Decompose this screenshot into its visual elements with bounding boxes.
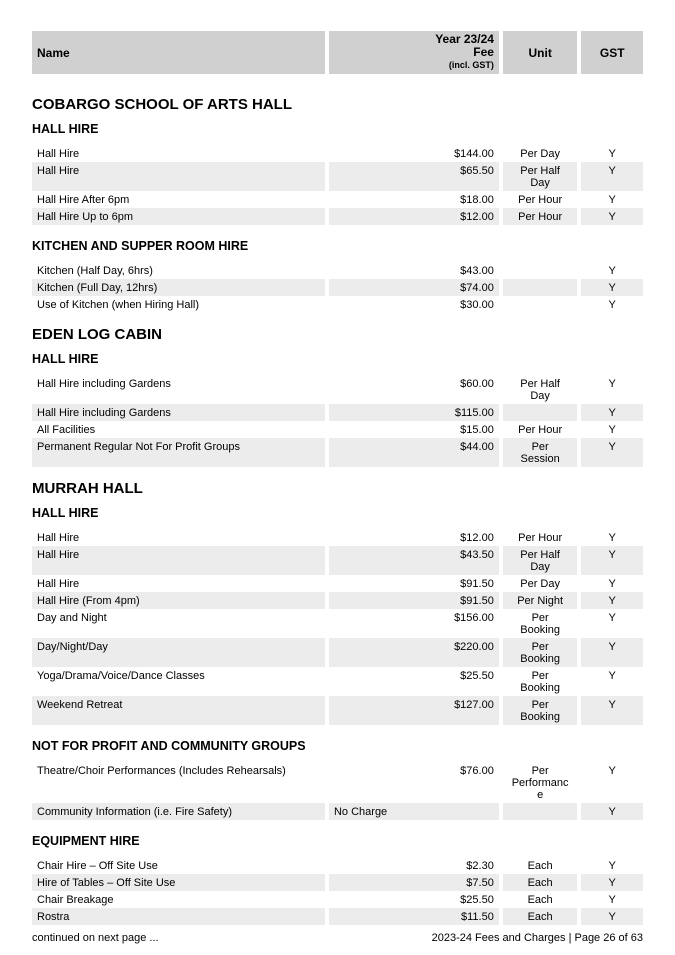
group-title: NOT FOR PROFIT AND COMMUNITY GROUPS (32, 739, 306, 753)
fee-unit: Per Hour (518, 532, 563, 544)
section-title: EDEN LOG CABIN (32, 326, 163, 343)
fee-gst: Y (581, 638, 643, 667)
fee-row (32, 891, 643, 908)
fee-note (329, 424, 334, 436)
fee-note (329, 860, 334, 872)
fee-amount-cell (329, 529, 499, 546)
fee-name: Hall Hire including Gardens (37, 378, 171, 390)
fee-note (329, 595, 334, 607)
fee-row (32, 404, 643, 421)
fee-gst: Y (581, 592, 643, 609)
fee-note (329, 265, 334, 277)
fee-unit (503, 262, 578, 279)
header-fee (329, 31, 499, 74)
fee-unit: Per Night (503, 592, 578, 609)
fee-amount: $115.00 (454, 407, 494, 419)
fee-note (329, 165, 334, 189)
fee-row (32, 529, 643, 546)
fee-row (32, 609, 643, 638)
fee-gst: Y (581, 404, 643, 421)
fee-amount-cell (329, 191, 499, 208)
fee-name: Day and Night (37, 612, 107, 624)
fee-gst: Y (608, 578, 616, 590)
fee-row (32, 546, 643, 575)
header-fee-line2: Fee (473, 45, 494, 59)
fee-name: Hall Hire including Gardens (32, 404, 325, 421)
fee-name: Chair Hire – Off Site Use (37, 860, 158, 872)
fee-amount-cell (329, 575, 499, 592)
fee-amount-cell (329, 857, 499, 874)
fee-name: Hall Hire (37, 532, 80, 544)
fee-note (329, 441, 334, 465)
header-gst: GST (581, 31, 643, 74)
fee-name: Community Information (i.e. Fire Safety) (32, 803, 325, 820)
fee-row (32, 803, 643, 820)
fee-name: Theatre/Choir Performances (Includes Rehearsals) (37, 765, 286, 777)
fee-note: No Charge (333, 806, 388, 818)
fee-amount: $76.00 (460, 765, 494, 777)
fee-amount-cell (329, 874, 499, 891)
fee-amount-cell (329, 438, 499, 467)
fee-amount-cell (329, 638, 499, 667)
fee-name: Weekend Retreat (32, 696, 325, 725)
fee-name: Use of Kitchen (when Hiring Hall) (37, 299, 200, 311)
fee-gst: Y (581, 546, 643, 575)
fee-name: Kitchen (Half Day, 6hrs) (37, 265, 153, 277)
fee-note (329, 670, 334, 694)
fee-unit: Each (527, 894, 553, 906)
fee-amount: $18.00 (460, 194, 494, 206)
fee-gst: Y (608, 378, 616, 390)
fee-amount-cell (329, 262, 499, 279)
fee-gst: Y (581, 208, 643, 225)
fee-name: Kitchen (Full Day, 12hrs) (32, 279, 325, 296)
header-name: Name (32, 31, 325, 74)
fee-unit: Per Booking (503, 638, 578, 667)
fee-unit: Each (503, 874, 578, 891)
fee-gst: Y (608, 894, 616, 906)
fee-amount: $25.50 (460, 894, 494, 906)
fee-note (329, 699, 334, 723)
fee-row (32, 592, 643, 609)
fee-amount-cell (329, 592, 499, 609)
fee-unit: Per Day (520, 148, 560, 160)
fee-name: Rostra (32, 908, 325, 925)
fee-unit (503, 296, 578, 313)
table-header (32, 31, 643, 74)
fee-amount-cell (329, 162, 499, 191)
fee-amount: $91.50 (460, 578, 494, 590)
fee-unit: Per Session (503, 438, 578, 467)
fee-amount: $12.00 (460, 532, 494, 544)
fee-note (329, 378, 334, 402)
fee-gst: Y (581, 803, 643, 820)
fee-note (329, 765, 334, 801)
fee-unit: Per Booking (520, 612, 560, 636)
page-footer (32, 932, 643, 944)
fee-amount: $43.50 (460, 549, 494, 561)
fee-row (32, 696, 643, 725)
fee-gst: Y (581, 438, 643, 467)
fee-unit: Per Half Day (503, 546, 578, 575)
fee-unit: Per Half Day (503, 162, 578, 191)
fee-unit (503, 803, 578, 820)
group-title: KITCHEN AND SUPPER ROOM HIRE (32, 239, 249, 253)
header-fee-line1: Year 23/24 (435, 32, 494, 46)
fee-amount-cell (329, 696, 499, 725)
fee-amount-cell (329, 404, 499, 421)
fee-note (329, 532, 334, 544)
fee-amount-cell (329, 762, 499, 803)
fee-note (329, 148, 334, 160)
fee-gst: Y (581, 279, 643, 296)
fee-gst: Y (608, 265, 616, 277)
fee-gst: Y (581, 696, 643, 725)
fee-row (32, 279, 643, 296)
fee-gst: Y (581, 162, 643, 191)
fee-amount: $25.50 (460, 670, 494, 682)
fee-amount-cell (329, 421, 499, 438)
fee-row (32, 874, 643, 891)
group-title: EQUIPMENT HIRE (32, 834, 140, 848)
fee-unit: Per Booking (503, 696, 578, 725)
header-fee-line3: (incl. GST) (448, 60, 494, 70)
fee-amount-cell (329, 891, 499, 908)
fee-amount-cell (329, 908, 499, 925)
fee-row (32, 438, 643, 467)
fee-name: Hall Hire Up to 6pm (32, 208, 325, 225)
fee-row (32, 145, 643, 162)
fee-amount: $44.00 (460, 441, 494, 453)
fee-name: Yoga/Drama/Voice/Dance Classes (37, 670, 205, 682)
fee-amount-cell (329, 803, 499, 820)
fee-amount-cell (329, 546, 499, 575)
fee-row (32, 638, 643, 667)
fee-gst: Y (608, 424, 616, 436)
fee-amount: $7.50 (466, 877, 494, 889)
fee-unit: Per Hour (503, 208, 578, 225)
section-title: MURRAH HALL (32, 480, 143, 497)
fee-row (32, 208, 643, 225)
fee-amount: $65.50 (460, 165, 494, 177)
fee-note (329, 877, 334, 889)
fee-row (32, 262, 643, 279)
fee-gst: Y (608, 532, 616, 544)
group-title: HALL HIRE (32, 122, 99, 136)
fee-row (32, 296, 643, 313)
fee-gst: Y (608, 148, 616, 160)
fee-unit: Per Hour (518, 424, 563, 436)
fee-note (329, 549, 334, 573)
fee-gst: Y (581, 874, 643, 891)
fee-amount: $156.00 (454, 612, 494, 624)
fee-amount: $15.00 (460, 424, 494, 436)
fee-name: Chair Breakage (37, 894, 114, 906)
fee-name: Hall Hire (32, 546, 325, 575)
fee-amount: $144.00 (454, 148, 494, 160)
fee-amount: $11.50 (461, 911, 494, 923)
fee-row (32, 191, 643, 208)
fee-amount-cell (329, 609, 499, 638)
fee-unit: Per Booking (520, 670, 560, 694)
fee-amount: $60.00 (460, 378, 494, 390)
fee-note (329, 194, 334, 206)
fee-note (329, 299, 334, 311)
fee-note (329, 612, 334, 636)
fee-amount: $220.00 (454, 641, 494, 653)
fees-content (32, 96, 643, 925)
fee-row (32, 375, 643, 404)
section-title: COBARGO SCHOOL OF ARTS HALL (32, 96, 292, 113)
fee-note (329, 211, 334, 223)
fee-amount: $74.00 (460, 282, 494, 294)
fee-unit: Each (527, 860, 553, 872)
fee-unit (503, 404, 578, 421)
fee-unit: Per Performanc e (511, 765, 569, 801)
fee-amount: $2.30 (466, 860, 494, 872)
group-title: HALL HIRE (32, 352, 99, 366)
fee-name: Permanent Regular Not For Profit Groups (32, 438, 325, 467)
fee-row (32, 421, 643, 438)
fees-page (32, 31, 643, 925)
fee-gst: Y (608, 860, 616, 872)
fee-amount-cell (329, 208, 499, 225)
fee-note (329, 407, 334, 419)
fee-amount: $127.00 (454, 699, 494, 711)
fee-row (32, 908, 643, 925)
fee-gst: Y (608, 612, 616, 624)
fee-amount-cell (329, 296, 499, 313)
fee-name: Hire of Tables – Off Site Use (32, 874, 325, 891)
fee-name: Day/Night/Day (32, 638, 325, 667)
fee-amount: $91.50 (460, 595, 494, 607)
fee-gst: Y (608, 194, 616, 206)
fee-note (329, 578, 334, 590)
fee-name: Hall Hire (32, 162, 325, 191)
fee-unit: Per Half Day (520, 378, 560, 402)
fee-note (329, 282, 334, 294)
fee-amount-cell (329, 667, 499, 696)
fee-unit: Each (503, 908, 578, 925)
fee-amount-cell (329, 279, 499, 296)
fee-unit: Per Hour (518, 194, 563, 206)
fee-gst: Y (581, 908, 643, 925)
fee-row (32, 857, 643, 874)
fee-gst: Y (608, 299, 616, 311)
fee-amount: $43.00 (460, 265, 494, 277)
header-unit: Unit (503, 31, 578, 74)
fee-row (32, 575, 643, 592)
fee-unit: Per Day (520, 578, 560, 590)
fee-note (329, 911, 334, 923)
group-title: HALL HIRE (32, 506, 99, 520)
fee-row (32, 667, 643, 696)
fee-amount: $30.00 (460, 299, 494, 311)
fee-note (329, 894, 334, 906)
footer-continued: continued on next page ... (32, 932, 159, 944)
fee-row (32, 762, 643, 803)
fee-row (32, 162, 643, 191)
fee-amount: $12.00 (460, 211, 494, 223)
footer-page-info: 2023-24 Fees and Charges | Page 26 of 63 (431, 932, 643, 944)
fee-note (329, 641, 334, 665)
fee-name: Hall Hire After 6pm (37, 194, 130, 206)
fee-unit (503, 279, 578, 296)
fee-name: All Facilities (37, 424, 96, 436)
fee-name: Hall Hire (37, 578, 80, 590)
fee-amount-cell (329, 375, 499, 404)
fee-amount-cell (329, 145, 499, 162)
fee-name: Hall Hire (37, 148, 80, 160)
fee-gst: Y (608, 670, 616, 682)
fee-name: Hall Hire (From 4pm) (32, 592, 325, 609)
fee-gst: Y (608, 765, 616, 777)
